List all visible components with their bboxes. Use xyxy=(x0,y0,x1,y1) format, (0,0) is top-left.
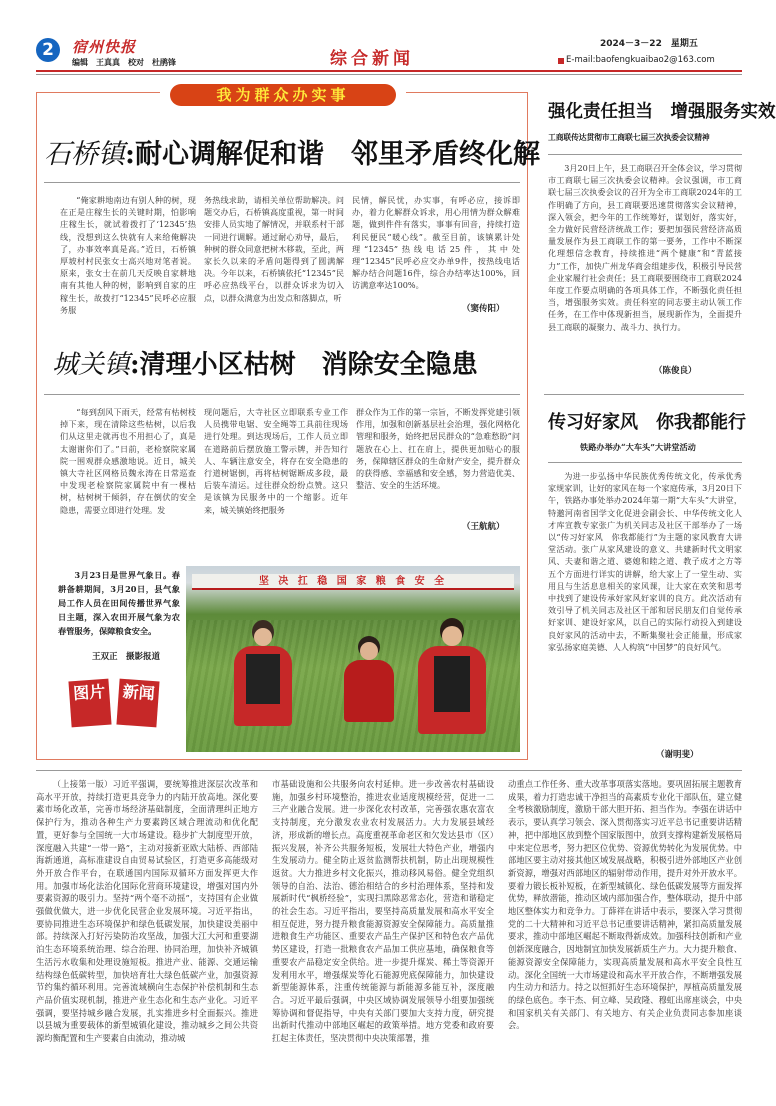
feature-banner: 我为群众办实事 xyxy=(170,84,396,106)
story1-title: 耐心调解促和谐 邻里矛盾终化解 xyxy=(134,139,540,170)
story1-col1: “俺家耕地南边有别人种的树，现在正是庄稼生长的关键时期，怕影响庄稼生长，就试着拨打了‘12345’热线，没想到这么快就有人来给俺解决了，办事效率真是高。”近日，石桥镇厚坡村村民张女士高兴地对笔者说。原来，张女士在前几天反映自家耕地南有其他人种的树，影响到自家的庄稼生长，故拨打“12345”民呼必应服务服 xyxy=(60,195,196,315)
newspaper-logo: 宿州快报 xyxy=(72,38,137,56)
right1-title: 强化责任担当 增强服务实效 xyxy=(548,102,776,122)
story1-rule xyxy=(44,182,520,183)
right1-body: 3月20日上午，县工商联召开全体会议，学习贯彻市工商联七届三次执委会议精神。会议强调，市工商联七届三次执委会议的召开为全市工商联2024年的工作明确了方向，县工商联要迅速贯彻落实会议精神，深入领会，把今年的工作统筹好，谋划好，落实好，全力做好民营经济统战工作；要把加强民营经济高质量发展作为县工商联工作的第一要务，工作中不断深化理想信念教育，持续推进“两个健康”和“青蓝接力”工作，加快广州龙华商会组建步伐，积极引导民营企业家履行社会责任；县工商联要围绕市工商联2024年度工作要点明确的各项具体工作，不断强化责任担当，增强服务实效。责任科室的同志要主动认领工作任务，在工作中体现新担当，展现新作为，全面提升县工商联的凝聚力、战斗力、执行力。 xyxy=(548,163,742,332)
photo-person-left xyxy=(234,620,292,730)
story1-headline: 石桥镇:耐心调解促和谐 邻里矛盾终化解 xyxy=(44,139,540,170)
editor-staff: 编辑 王真真 校对 杜鹃锋 xyxy=(72,58,176,67)
bottom-col1: （上接第一版）习近平强调，要统筹推进深层次改革和高水平开放，持续打造更具竞争力的内陆开放高地。深化要素市场化改革，完善市场经济基础制度，全面清理纠正地方保护行为，推动各种生产力要素跨区域合理流动和优化配置，更好参与全国统一大市场建设。稳步扩大制度型开放，深度融入共建“一带一路”，主动对接新亚欧大陆桥、西部陆海新通道，高标准建设自由贸易试验区，打造更多高能级对外开放合作平台，在联通国内国际双循环方面发挥更大作用。加强市场化法治化国际化营商环境建设，增强对国内外要素资源的吸引力。坚持“两个毫不动摇”，支持国有企业做强做优做大，进一步优化民营企业发展环境。习近平指出，要协同推进生态环境保护和绿色低碳发展，加快建设美丽中部。持续深入打好污染防治攻坚战，加强大江大河和重要湖泊生态环境系统治理、综合治理、协同治理，加快补齐城镇生活污水收集和处理设施短板。推进产业、能源、交通运输结构绿色低碳转型，加快培育壮大绿色低碳产业，加强资源节约集约循环利用。完善流域横向生态保护补偿机制和生态产品价值实现机制，推进产业生态化和生态产业化。习近平强调，要坚持城乡融合发展，扎实推进乡村全面振兴。推进以县城为重要载体的新型城镇化建设，推动城乡之间公共资源均衡配置和生产要素自由流动，推动城 xyxy=(36,779,258,1044)
story2-title: 清理小区枯树 消除安全隐患 xyxy=(139,350,478,380)
header-rule xyxy=(36,70,742,72)
stamp-right: 新闻 xyxy=(116,679,159,728)
photo-person-right xyxy=(418,618,486,738)
photo-news-stamp xyxy=(66,680,166,732)
right2-body: 为进一步弘扬中华民族优秀传统文化，传承优秀家规家训，让好的家风在每一个家庭传承，3月20日下午，铁路办事处举办2024年第一期“大车头”大讲堂，特邀河南省国学文化促进会副会长、中华传统文化人才库宣教专家张广为机关同志及社区干部举办了一场以“传习好家风 你我都能行”为主题的家风教育大讲堂活动。张广从家风建设的意义、共建新时代文明家风、夫妻和谐之道、婆媳和睦之道、教子成才之方等五个方面进行详实的讲解，给大家上了一堂生动、实用且与生活息息相关的家风课，让大家在欢笑和思考中找到了建设传承好家风好家训的良方。此次活动有效引导了机关同志及社区干部和居民朋友们自觉传承好家训、建设好家风，以自己的实际行动投入到建设良好家风的活动中去，不断集聚社会正能量，形成家家弘扬家庭美德、人人构筑“中国梦”的良好风气。 xyxy=(548,471,742,652)
right2-rule xyxy=(548,462,742,463)
right1-byline: （陈俊良） xyxy=(654,366,697,376)
right1-subtitle: 工商联传达贯彻市工商联七届三次执委会议精神 xyxy=(548,133,710,142)
bottom-rule xyxy=(36,770,742,771)
right2-subtitle: 铁路办举办“大车头”大讲堂活动 xyxy=(580,442,696,452)
story2-col3: 群众作为工作的第一宗旨，不断发挥党建引领作用，加强和创新基层社会治理，强化网格化管理和服务，始终把居民群众的“急难愁盼”问题放在心上、扛在肩上，提供更加贴心的服务，保障辖区群众的生命财产安全，提升群众的获得感、幸福感和安全感，努力营造优美、整洁、安全的生活环境。 xyxy=(356,407,520,491)
email-icon xyxy=(558,58,564,64)
story2-rule xyxy=(44,394,520,395)
photo-banner: 坚 决 扛 稳 国 家 粮 食 安 全 xyxy=(192,574,514,590)
photo-caption: 3月23日是世界气象日。春耕备耕期间，3月20日，县气象局工作人员在田间传播世界气象日主题，深入农田开展气象为农春管服务，保障粮食安全。 xyxy=(58,570,180,636)
issue-date: 2024－3－22 星期五 xyxy=(600,39,698,49)
story1-byline: （窦传阳） xyxy=(462,304,505,314)
right1-rule xyxy=(548,154,742,155)
photo-credit: 王双正 摄影报道 xyxy=(92,652,161,662)
bottom-col3: 动重点工作任务、重大改革事项落实落地。要巩固拓展主题教育成果，着力打造忠诚干净担当的高素质专业化干部队伍，建立健全考核激励制度，激励干部大胆开拓、担当作为。李强在讲话中表示，要认真学习领会、深入贯彻落实习近平总书记重要讲话精神，把中部地区放到整个国家版图中，放到支撑构建新发展格局中来定位思考，努力把区位优势、资源优势转化为发展优势。中部地区要主动对接其他区域发展战略，积极引进外部地区产业创新资源，增强对西部地区的辐射带动作用，提升对外开放水平。要着力锻长板补短板，在新型城镇化、绿色低碳发展等方面发挥优势，释放潜能，推动区域内部加强合作，整体联动，提升中部地区整体实力和竞争力。丁薛祥在讲话中表示，要深入学习贯彻党的二十大精神和习近平总书记重要讲话精神，紧扣高质量发展要求，推动中部地区崛起不断取得新成效。加强科技创新和产业创新深度融合，因地制宜加快发展新质生产力。大力提升粮食、能源资源安全保障能力，实现高质量发展和高水平安全良性互动。深化全国统一大市场建设和高水平开放合作，不断增强发展内生动力和活力。持之以恒抓好生态环境保护，厚植高质量发展的绿色底色。李干杰、何立峰、吴政隆、穆虹出席座谈会，中央和国家机关有关部门、有关地方、有关企业负责同志参加座谈会。 xyxy=(508,779,742,1031)
contact-email: E-mail:baofengkuaibao2@163.com xyxy=(566,55,715,65)
story2-place: 城关镇 xyxy=(52,350,131,380)
bottom-col2: 市基础设施和公共服务向农村延伸。进一步改善农村基础设施，加强乡村环境整治，推进农业适度规模经营，促进一二三产业融合发展。进一步深化农村改革，完善强农惠农富农支持制度，充分激发农业农村发展活力。大力发展县域经济，形成新的增长点。高度重视革命老区和欠发达县市（区）振兴发展，补齐公共服务短板，发展壮大特色产业，增强内生发展动力。健全防止返贫监测帮扶机制，防止出现规模性返贫。大力推进乡村文化振兴，推动移风易俗。健全党组织领导的自治、法治、德治相结合的乡村治理体系，坚持和发展新时代“枫桥经验”，实现扫黑除恶常态化，营造和谐稳定的社会生态。习近平指出，要坚持高质量发展和高水平安全相互促进，努力提升粮食能源资源安全保障能力。高质量推进粮食生产功能区、重要农产品生产保护区和特色农产品优势区建设，打造一批粮食农产品加工供应基地，确保粮食等重要农产品稳定安全供给。进一步提升煤炭、稀土等资源开发利用水平，增强煤炭等化石能源兜底保障能力，加快建设新型能源体系，注重传统能源与新能源多能互补，深度融合。习近平最后强调，中央区域协调发展领导小组要加强统筹协调和督促指导，中央有关部门要加大支持力度，研究提出新时代推动中部地区崛起的政策举措。地方党委和政府要扛起主体责任，坚决贯彻中央决策部署，推 xyxy=(272,779,494,1044)
header-rule-thin xyxy=(36,74,742,75)
story2-col1: “每到刮风下雨天，经常有枯树枝掉下来，现在清除这些枯树，以后我们从这里走就再也不用担心了，真是太谢谢你们了。”日前，老检察院家属院一围观群众感激地说。近日，城关镇大寺社区网格员魏永涛在日常巡查中发现老检察院家属院中有一棵枯树，枯树树干倾斜，存在倒伏的安全隐患，需要立即进行处理。发 xyxy=(60,407,196,515)
section-title: 综合新闻 xyxy=(330,49,414,69)
page-number: 2 xyxy=(42,40,54,60)
story1-col2: 务热线求助，请相关单位帮助解决。问题交办后，石桥镇高度重视，第一时间安排人员实地了解情况，并联系村干部一同进行调解。通过耐心劝导，最后，种树的群众同意把树木移栽，至此，两家长久以来的矛盾问题得到了圆满解决。今年以来，石桥镇依托“12345”民呼必应热线平台，以群众诉求为切入点，以群众满意为出发点和落脚点，听 xyxy=(204,195,344,303)
photo-person-middle xyxy=(344,636,394,726)
story2-headline: 城关镇:清理小区枯树 消除安全隐患 xyxy=(52,350,478,380)
story1-place: 石桥镇 xyxy=(44,139,125,170)
right2-title: 传习好家风 你我都能行 xyxy=(548,412,746,433)
right-divider xyxy=(544,394,744,395)
stamp-left: 图片 xyxy=(68,679,111,728)
story2-col2: 现问题后，大寺社区立即联系专业工作人员携带电锯、安全绳等工具前往现场进行处理。到达现场后，工作人员立即在道路前后摆放施工警示牌，并告知行人、车辆注意安全，将存在安全隐患的行道树锯倒，再将枯树锯断成多段，最后装车清运。过往群众纷纷点赞。这只是该镇为民服务中的一个缩影。近年来，城关镇始终把服务 xyxy=(204,407,348,515)
story1-col3: 民情，解民忧，办实事，有呼必应，接诉即办，着力化解群众诉求，用心用情为群众解难题，做到件件有落实，事事有回音，持续打造利民便民“暖心线”。截至目前，该镇累计处理“12345”热线电话25件，其中处理“12345”民呼必应交办单9件，按热线电话解办结合问题16件，综合办结率达100%，回访满意率达100%。 xyxy=(352,195,520,291)
field-photo xyxy=(186,566,520,752)
right2-byline: （谢明斐） xyxy=(656,750,699,760)
story2-byline: （王航航） xyxy=(462,522,505,532)
